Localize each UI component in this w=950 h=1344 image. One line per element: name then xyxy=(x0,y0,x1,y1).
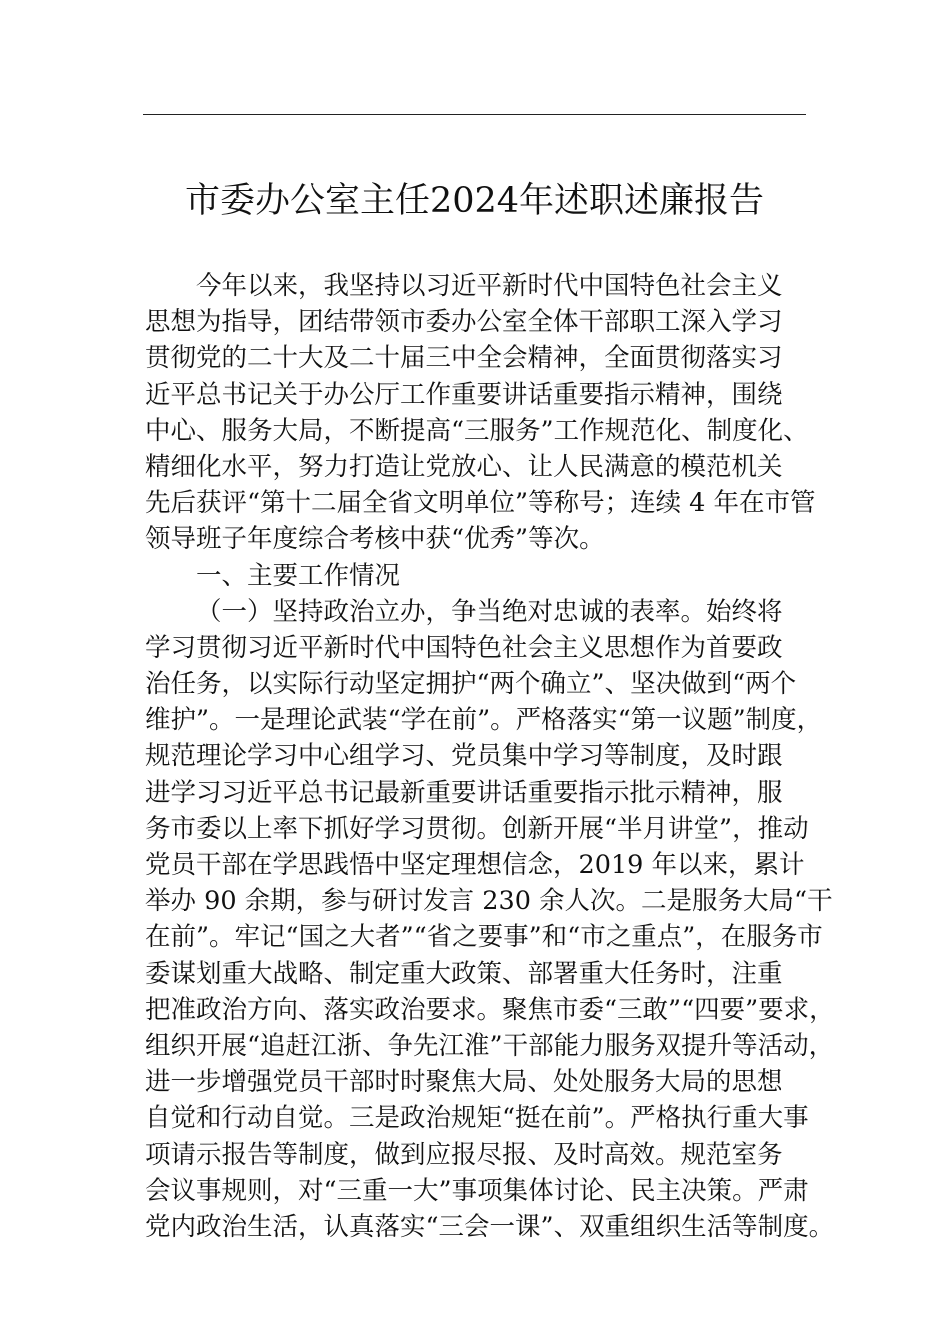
paragraph-line: 维护”。一是理论武装“学在前”。严格落实“第一议题”制度， xyxy=(145,705,823,736)
paragraph-line: 规范理论学习中心组学习、党员集中学习等制度，及时跟 xyxy=(145,741,783,772)
paragraph-line: 会议事规则，对“三重一大”事项集体讨论、民主决策。严肃 xyxy=(145,1175,809,1206)
document-title: 市委办公室主任2024年述职述廉报告 xyxy=(184,181,765,221)
paragraph-line: 治任务，以实际行动坚定拥护“两个确立”、坚决做到“两个 xyxy=(145,669,797,700)
paragraph-line: 进学习习近平总书记最新重要讲话重要指示批示精神，服 xyxy=(145,777,783,808)
paragraph-line: 中心、服务大局，不断提高“三服务”工作规范化、制度化、 xyxy=(145,415,809,446)
paragraph-line: 务市委以上率下抓好学习贯彻。创新开展“半月讲堂”，推动 xyxy=(145,813,809,844)
paragraph-line: 进一步增强党员干部时时聚焦大局、处处服务大局的思想 xyxy=(145,1067,783,1098)
paragraph-line: 举办 90 余期，参与研讨发言 230 余人次。二是服务大局“干 xyxy=(145,886,833,917)
paragraph-line: 思想为指导，团结带领市委办公室全体干部职工深入学习 xyxy=(145,307,783,338)
paragraph-line: 在前”。牢记“国之大者”“省之要事”和“市之重点”，在服务市 xyxy=(145,922,823,953)
paragraph-line: 把准政治方向、落实政治要求。聚焦市委“三敢”“四要”要求， xyxy=(145,994,835,1025)
paragraph-line: 党员干部在学思践悟中坚定理想信念，2019 年以来，累计 xyxy=(145,850,805,880)
section-heading: 一、主要工作情况 xyxy=(196,560,401,591)
paragraph-line: 自觉和行动自觉。三是政治规矩“挺在前”。严格执行重大事 xyxy=(145,1103,809,1134)
header-rule xyxy=(143,114,806,115)
paragraph-line: 近平总书记关于办公厅工作重要讲话重要指示精神，围绕 xyxy=(145,379,783,410)
paragraph-line: 学习贯彻习近平新时代中国特色社会主义思想作为首要政 xyxy=(145,632,783,663)
paragraph-line: 先后获评“第十二届全省文明单位”等称号；连续 4 年在市管 xyxy=(145,488,816,519)
document-body xyxy=(145,268,835,1245)
paragraph-line: 领导班子年度综合考核中获“优秀”等次。 xyxy=(145,524,605,555)
paragraph-line: （一）坚持政治立办，争当绝对忠诚的表率。始终将 xyxy=(196,596,783,627)
paragraph-line: 精细化水平，努力打造让党放心、让人民满意的模范机关 xyxy=(145,451,783,482)
paragraph-line: 贯彻党的二十大及二十届三中全会精神，全面贯彻落实习 xyxy=(145,343,783,374)
paragraph-line: 委谋划重大战略、制定重大政策、部署重大任务时，注重 xyxy=(145,958,783,989)
paragraph-line: 项请示报告等制度，做到应报尽报、及时高效。规范室务 xyxy=(145,1139,783,1170)
paragraph-line: 今年以来，我坚持以习近平新时代中国特色社会主义 xyxy=(196,271,783,301)
paragraph-line: 组织开展“追赶江浙、争先江淮”干部能力服务双提升等活动， xyxy=(145,1030,835,1061)
paragraph-line: 党内政治生活，认真落实“三会一课”、双重组织生活等制度。 xyxy=(145,1211,835,1242)
